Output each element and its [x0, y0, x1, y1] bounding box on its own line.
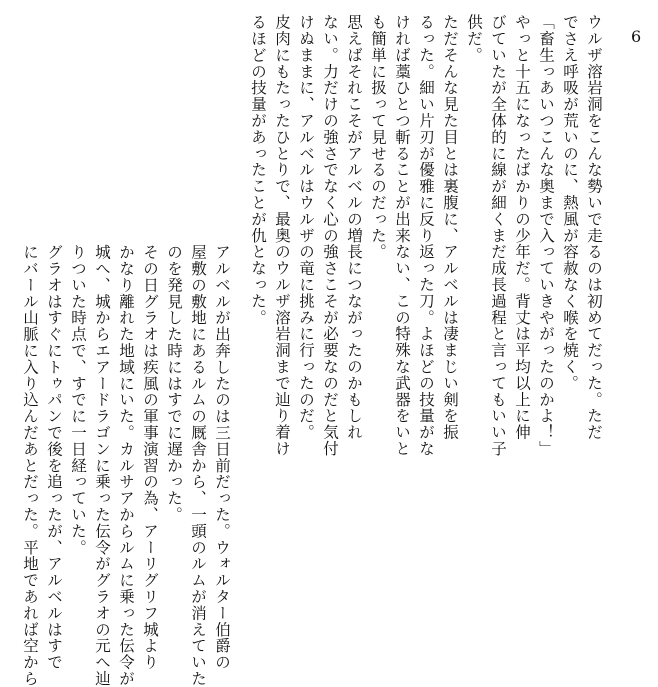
text-column: びていたが全体的に線が細くまだ成長過程と言ってもいい子	[489, 14, 507, 457]
text-column: かなり離れた地域にいた。カルサアからルムに乗った伝令が	[117, 244, 135, 687]
text-column: りついた時点で、すでに一日経っていた。	[69, 244, 87, 556]
text-column: るほどの技量があったことが仇となった。	[249, 14, 267, 326]
text-column: けぬままに、アルベルはウルザの竜に挑みに行ったのだ。	[297, 14, 315, 441]
text-column: 思えばそれこそがアルベルの増長につながったのかもしれ	[345, 14, 363, 441]
text-column: も簡単に扱って見せるのだった。	[369, 14, 387, 260]
text-column: ければ藁ひとつ斬ることが出来ない、この特殊な武器をいと	[393, 14, 411, 457]
text-column: にバール山脈に入り込んだあとだった。平地であれば空から	[21, 244, 39, 687]
text-column: やっと十五になったばかりの少年だ。背丈は平均以上に伸	[513, 14, 531, 441]
text-column: その日グラオは疾風の軍事演習の為、アーリグリフ城より	[141, 244, 159, 671]
text-column: のを発見した時にはすでに遅かった。	[165, 244, 183, 523]
text-column: 「畜生っあいつこんな奥まで入っていきやがったのかよ！」	[537, 14, 555, 457]
text-column: 城へ、城からエアードラゴンに乗った伝令がグラオの元へ辿	[93, 244, 111, 687]
text-column: ない。力だけの強さでなく心の強さこそが必要なのだと気付	[321, 14, 339, 457]
text-column: アルベルが出奔したのは三日前だった。ウォルター伯爵の	[213, 244, 231, 671]
text-column: 供だ。	[465, 14, 483, 64]
text-column: 皮肉にもたったひとりで、最奥のウルザ溶岩洞まで辿り着け	[273, 14, 291, 457]
text-column: ただそんな見た目とは裏腹に、アルベルは凄まじい剣を振	[441, 14, 459, 441]
text-column: ウルザ溶岩洞をこんな勢いで走るのは初めてだった。ただ	[585, 14, 603, 441]
page-number: 6	[631, 27, 642, 46]
text-column: るった。細い片刃が優雅に反り返った刀。よほどの技量がな	[417, 14, 435, 457]
text-column: 屋敷の敷地にあるルムの厩舎から、一頭のルムが消えていた	[189, 244, 207, 687]
text-column: グラオはすぐにトゥパンで後を追ったが、アルベルはすで	[45, 244, 63, 671]
text-column: でさえ呼吸が荒いのに、熱風が容赦なく喉を焼く。	[561, 14, 579, 392]
